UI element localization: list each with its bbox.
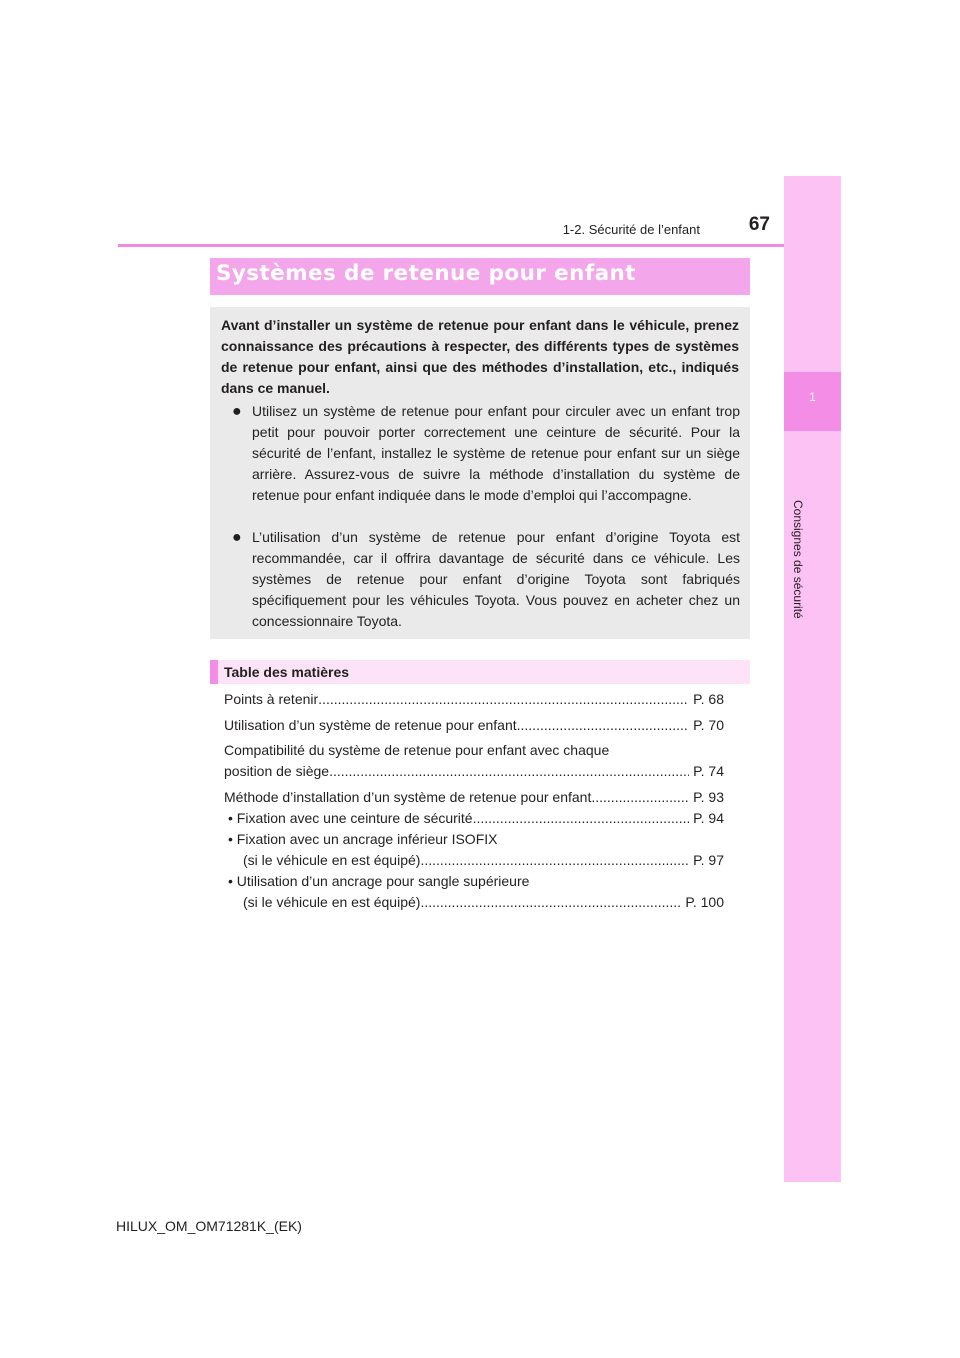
toc-leader-dots: [420, 892, 681, 913]
toc-entry-page: P. 94: [693, 810, 724, 826]
section-header: 1-2. Sécurité de l’enfant: [562, 222, 700, 237]
toc-entry-page: P. 93: [693, 789, 724, 805]
intro-box: [210, 307, 750, 639]
page-number: 67: [748, 214, 770, 235]
toc-leader-dots: [473, 808, 690, 829]
toc-entry-page: P. 70: [693, 717, 724, 733]
toc-entry-label: (si le véhicule en est équipé): [243, 894, 421, 910]
intro-bullet: [232, 401, 740, 506]
toc-title: Table des matières: [224, 664, 350, 680]
toc-leader-dots: [420, 850, 689, 871]
toc-entry-line1: • Fixation avec un ancrage inférieur ISOFIX: [228, 831, 498, 847]
side-tab: [784, 176, 841, 1182]
intro-lead: Avant d’installer un système de retenue pour enfant dans le véhicule, prenez connaissance des précautions à respecter, des différents types de systèmes de retenue pour enfant, ainsi que des méthodes d’installation, etc., indiqués dans ce manuel.: [221, 317, 739, 396]
toc-leader-dots: [318, 689, 689, 710]
toc-accent: [210, 660, 218, 684]
toc-entry[interactable]: [224, 689, 724, 710]
toc-entry-line1: Compatibilité du système de retenue pour enfant avec chaque: [224, 742, 610, 758]
toc-entry[interactable]: [243, 892, 724, 913]
document-code-footer: HILUX_OM_OM71281K_(EK): [116, 1218, 302, 1234]
intro-bullet: [232, 527, 740, 632]
toc-entry-page: P. 100: [685, 894, 724, 910]
toc-entry-label: Points à retenir: [224, 691, 319, 707]
intro-bullet-text: Utilisez un système de retenue pour enfant pour circuler avec un enfant trop petit pour pouvoir porter correctement une ceinture de sécurité. Pour la sécurité de l’enfant, installez le système de retenue pour enfant sur un siège arrière. Assurez-vous de suivre la méthode d’installation du système de retenue pour enfant indiquée dans le mode d’emploi qui l’accompagne.: [252, 403, 740, 503]
toc-entry-label: Utilisation d’un système de retenue pour enfant: [224, 717, 517, 733]
side-tab-number: 1: [809, 390, 816, 404]
page-title: Systèmes de retenue pour enfant: [216, 261, 636, 286]
intro-bullet-text: L’utilisation d’un système de retenue pour enfant d’origine Toyota est recommandée, car il offrira davantage de sécurité dans ce véhicule. Les systèmes de retenue pour enfant d’origine Toyota sont fabriqués spécifiquement pour les véhicules Toyota. Vous pouvez en acheter chez un concessionnaire Toyota.: [252, 529, 740, 629]
toc-entry[interactable]: [243, 850, 724, 871]
toc-entry-label: position de siège: [224, 763, 330, 779]
toc-entry[interactable]: [228, 808, 724, 829]
bullet-dot-icon: ●: [232, 403, 242, 420]
toc-entry-page: P. 68: [693, 691, 724, 707]
toc-header: [210, 660, 750, 684]
toc-leader-dots: [329, 761, 689, 782]
toc-entry[interactable]: [224, 715, 724, 736]
bullet-dot-icon: ●: [232, 529, 242, 546]
toc-entry-page: P. 74: [693, 763, 724, 779]
side-tab-label: Consignes de sécurité: [791, 500, 805, 619]
toc-entry-label: • Fixation avec une ceinture de sécurité: [228, 810, 473, 826]
toc-leader-dots: [591, 787, 689, 808]
header-rule: [118, 244, 840, 247]
toc-entry[interactable]: [224, 761, 724, 782]
toc-entry-label: Méthode d’installation d’un système de retenue pour enfant: [224, 789, 592, 805]
toc-leader-dots: [517, 715, 689, 736]
toc-entry[interactable]: [224, 787, 724, 808]
toc-entry-page: P. 97: [693, 852, 724, 868]
toc-entry-line1: • Utilisation d’un ancrage pour sangle supérieure: [228, 873, 530, 889]
toc-entry-label: (si le véhicule en est équipé): [243, 852, 421, 868]
title-bar: [210, 258, 750, 295]
